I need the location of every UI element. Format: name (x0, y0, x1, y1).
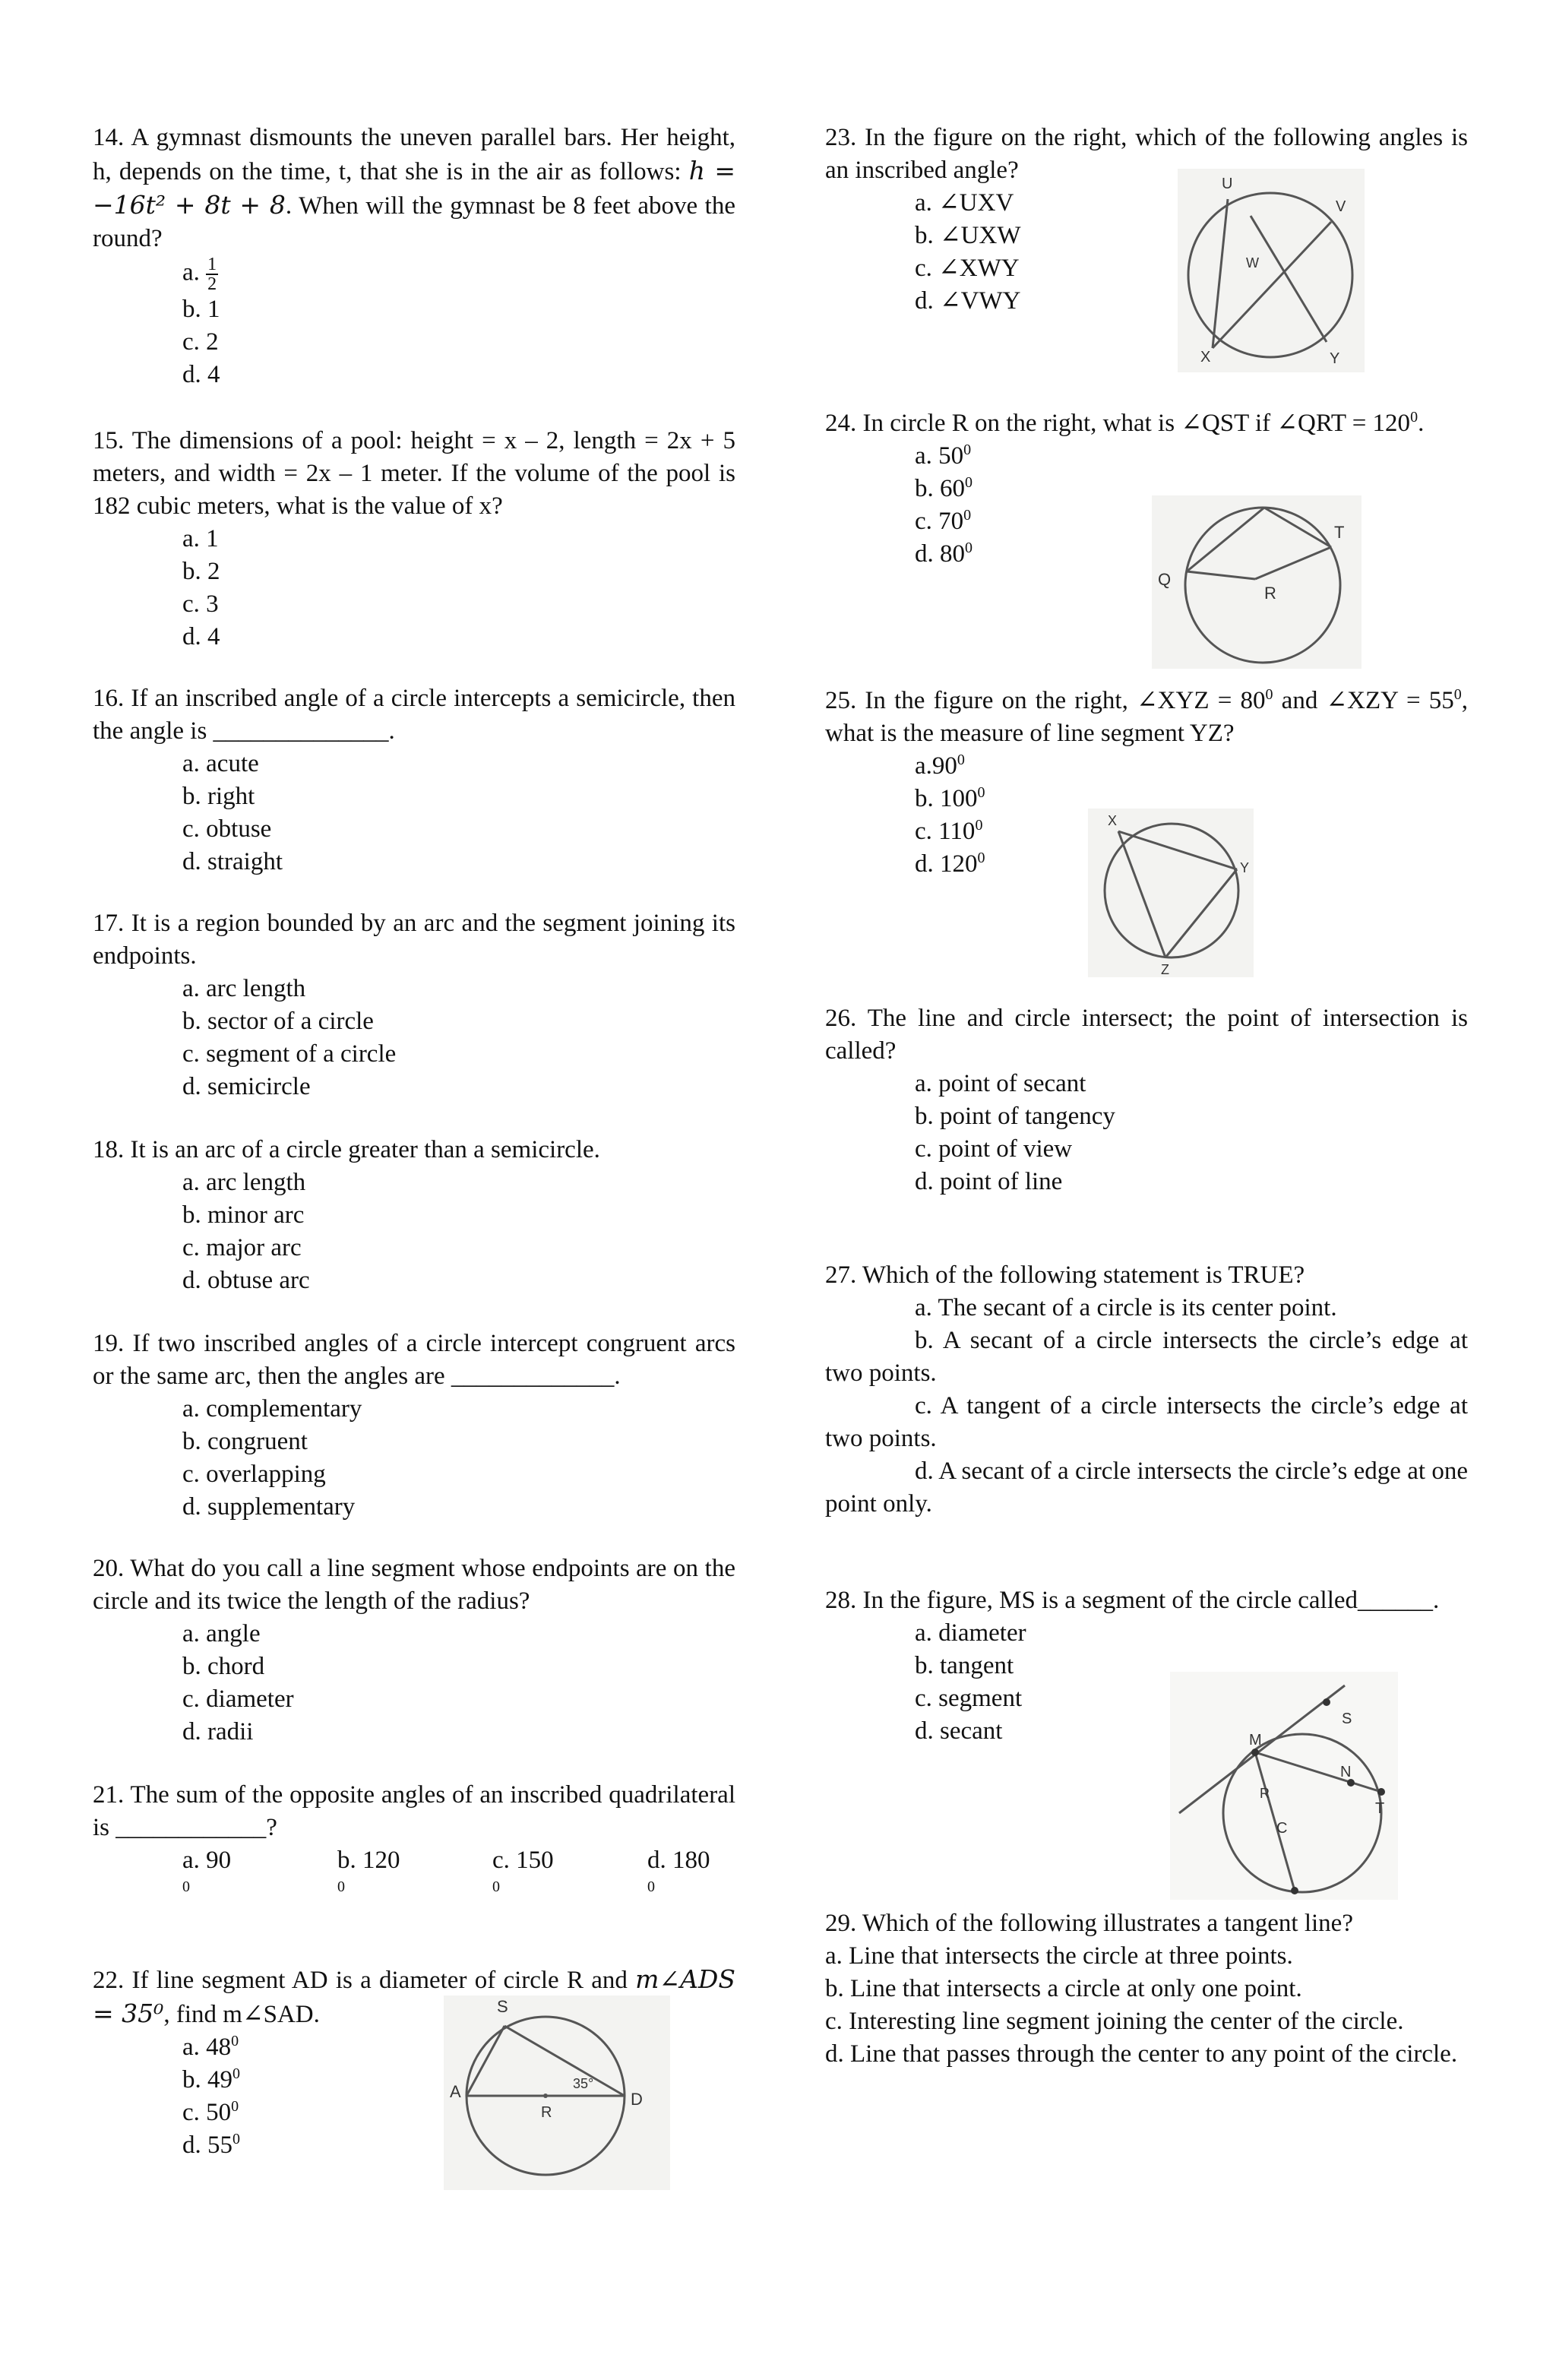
option-b: b. A secant of a circle intersects the circle’s edge at two points. (825, 1327, 1468, 1387)
secant-circle-diagram (1170, 1672, 1398, 1900)
question-16 (93, 682, 735, 878)
option-d: d. $120^0$ (915, 850, 985, 878)
question-17 (93, 907, 735, 1103)
point-m (1251, 1749, 1259, 1756)
option-d: d. supplementary (182, 1493, 356, 1521)
option-c: c. diameter (182, 1685, 294, 1713)
figure-q25 (1088, 809, 1254, 977)
option-c: c. major arc (182, 1234, 302, 1261)
question-19-options (182, 1393, 735, 1524)
figure-q28 (1170, 1672, 1398, 1900)
question-22-stem: 22. If line segment AD is a diameter of circle R and m∠ADS = 35⁰, find m∠SAD. (93, 1964, 735, 2028)
option-a: a. $\frac{1}{2}$ (182, 255, 217, 294)
option-a: a. The secant of a circle is its center point. (915, 1294, 1337, 1321)
option-d: d. A secant of a circle intersects the circle’s edge at one point only. (825, 1457, 1468, 1518)
question-17-options (182, 973, 735, 1103)
label-z: Z (1161, 962, 1169, 977)
option-d: d. $180^0$ (647, 1847, 710, 1895)
question-29-stem: 29. Which of the following illustrates a tangent line? (825, 1910, 1353, 1937)
option-b: b. chord (182, 1653, 265, 1680)
option-b: b. sector of a circle (182, 1008, 374, 1035)
question-27 (825, 1259, 1468, 1521)
question-23-stem: 23. In the figure on the right, which of the following angles is an inscribed angle? (825, 124, 1468, 184)
figure-q24 (1152, 495, 1362, 669)
chord-mc (1255, 1752, 1295, 1891)
point-t (1377, 1788, 1385, 1796)
question-23 (825, 122, 1468, 318)
option-d: d. secant (915, 1717, 1003, 1745)
option-b: b. 2 (182, 558, 220, 585)
option-a: a. arc length (182, 1169, 306, 1196)
question-27-stem: 27. Which of the following statement is TRUE? (825, 1261, 1305, 1289)
fraction: $\frac{1}{2}$ (207, 255, 217, 294)
side-yz (1165, 869, 1237, 957)
point-c (1291, 1887, 1298, 1894)
point-s (1323, 1698, 1330, 1706)
question-20-stem: 20. What do you call a line segment whose endpoints are on the circle and its twice the length of the radius? (93, 1555, 735, 1615)
center-point (543, 2094, 548, 2098)
option-b: b. point of tangency (915, 1103, 1115, 1130)
option-d: d. 4 (182, 361, 220, 388)
question-18 (93, 1134, 735, 1297)
question-26 (825, 1002, 1468, 1198)
label-r: R (1260, 1786, 1270, 1801)
option-a: a. angle (182, 1620, 261, 1647)
question-15-stem: 15. The dimensions of a pool: height = x – 2, length = 2x + 5 meters, and width = 2x – 1 meter. If the volume of the pool is 182 cubic meters, what is the value of x? (93, 427, 735, 520)
question-18-options (182, 1166, 735, 1297)
central-angle-diagram (1152, 495, 1362, 669)
option-a: a. point of secant (915, 1070, 1086, 1097)
option-d: d. semicircle (182, 1073, 311, 1100)
option-d: d. ∠VWY (915, 287, 1021, 315)
option-c: c. 2 (182, 328, 219, 356)
option-d: d. radii (182, 1718, 254, 1745)
radius-rt (1255, 547, 1331, 579)
question-20 (93, 1552, 735, 1749)
label-r: R (541, 2104, 552, 2121)
question-14-stem: 14. A gymnast dismounts the uneven parallel bars. Her height, h, depends on the time, t, that she is in the air as follows: h = −16t² + 8t + 8. When will the gymnast be 8 feet above the round? (93, 124, 735, 252)
option-a: a. $48^0$ (182, 2033, 239, 2061)
secant-mt (1255, 1752, 1381, 1792)
question-19 (93, 1328, 735, 1524)
question-21 (93, 1779, 735, 1910)
label-d: D (631, 2090, 643, 2109)
option-b: b. $100^0$ (915, 784, 985, 812)
chord-sd (504, 2026, 625, 2096)
left-column (93, 122, 735, 2162)
option-c: c. overlapping (182, 1461, 326, 1488)
option-a: a. complementary (182, 1395, 362, 1423)
question-17-stem: 17. It is a region bounded by an arc and the segment joining its endpoints. (93, 910, 735, 970)
label-x: X (1108, 813, 1118, 828)
label-c: C (1276, 1820, 1288, 1837)
question-16-options (182, 748, 735, 878)
option-c: c. $50^0$ (182, 2098, 239, 2126)
option-a: a. acute (182, 750, 259, 777)
question-14 (93, 122, 735, 391)
option-b: b. congruent (182, 1428, 308, 1455)
option-c: c. obtuse (182, 815, 272, 843)
chord-wy (1251, 216, 1327, 342)
label-u: U (1222, 176, 1233, 192)
label-y: Y (1240, 860, 1250, 875)
question-21-options (182, 1844, 735, 1910)
question-26-stem: 26. The line and circle intersect; the point of intersection is called? (825, 1005, 1468, 1065)
option-b: b. minor arc (182, 1201, 305, 1229)
option-a: a. 1 (182, 525, 219, 552)
option-b: b. $60^0$ (915, 474, 972, 502)
label-x: X (1200, 349, 1211, 366)
option-c: c. $150^0$ (492, 1847, 554, 1895)
option-c: c. $110^0$ (915, 817, 983, 845)
label-s: S (497, 1997, 508, 2016)
option-d: d. obtuse arc (182, 1267, 310, 1294)
option-c: c. 3 (182, 590, 219, 618)
label-t: T (1375, 1800, 1385, 1817)
question-15-options (182, 523, 735, 654)
option-d: d. point of line (915, 1168, 1063, 1195)
question-28-stem: 28. In the figure, MS is a segment of the circle called______. (825, 1587, 1440, 1614)
label-s: S (1342, 1711, 1352, 1727)
side-xy (1118, 831, 1237, 869)
question-15 (93, 425, 735, 654)
label-n: N (1340, 1764, 1352, 1780)
question-18-stem: 18. It is an arc of a circle greater than a semicircle. (93, 1136, 600, 1163)
option-b: b. ∠UXW (915, 222, 1021, 249)
inscribed-angle-diagram (1178, 169, 1365, 372)
label-t: T (1334, 523, 1345, 542)
figure-q23 (1178, 169, 1365, 372)
diameter-circle-diagram (444, 1995, 670, 2190)
label-r: R (1264, 584, 1276, 603)
label-y: Y (1330, 350, 1340, 367)
chord-as (466, 2026, 504, 2096)
question-20-options (182, 1618, 735, 1749)
label-a: A (450, 2082, 461, 2101)
label-m: M (1249, 1732, 1262, 1749)
option-c: c. point of view (915, 1135, 1073, 1163)
option-b: b. tangent (915, 1652, 1014, 1679)
option-c: c. segment (915, 1685, 1023, 1712)
option-c: c. A tangent of a circle intersects the circle’s edge at two points. (825, 1392, 1468, 1452)
question-24-stem: 24. In circle R on the right, what is ∠QST if ∠QRT = $120^0$. (825, 409, 1425, 437)
option-b: b. 1 (182, 296, 220, 323)
option-b: b. Line that intersects a circle at only one point. (825, 1975, 1302, 2002)
option-a: a. diameter (915, 1619, 1026, 1647)
option-d: d. Line that passes through the center to any point of the circle. (825, 2040, 1458, 2068)
option-a: a. $90^0$ (182, 1847, 232, 1895)
option-a: a. ∠UXV (915, 189, 1014, 217)
chord-st (1264, 508, 1331, 547)
question-19-stem: 19. If two inscribed angles of a circle intercept congruent arcs or the same arc, then the angles are _____________. (93, 1330, 735, 1390)
label-v: V (1336, 198, 1346, 215)
option-a: a. arc length (182, 975, 306, 1002)
question-29 (825, 1907, 1468, 2071)
option-c: c. Interesting line segment joining the center of the circle. (825, 2008, 1404, 2035)
question-25-stem: 25. In the figure on the right, ∠XYZ = $80^0$ and ∠XZY = $55^0$, what is the measure of line segment YZ? (825, 686, 1468, 747)
option-d: d. 4 (182, 623, 220, 650)
inscribed-triangle-diagram (1088, 809, 1254, 977)
option-b: b. $120^0$ (337, 1847, 400, 1895)
chord-ux (1213, 199, 1228, 348)
radius-rq (1187, 571, 1255, 579)
option-c: c. segment of a circle (182, 1040, 397, 1068)
label-q: Q (1158, 570, 1172, 589)
option-a: a. Line that intersects the circle at three points. (825, 1942, 1293, 1970)
question-16-stem: 16. If an inscribed angle of a circle intercepts a semicircle, then the angle is ______________. (93, 685, 735, 745)
question-21-stem: 21. The sum of the opposite angles of an inscribed quadrilateral is ____________? (93, 1781, 735, 1841)
chord-vx (1213, 222, 1331, 348)
figure-q22 (444, 1995, 670, 2190)
option-b: b. right (182, 783, 255, 810)
label-angle-35: 35° (573, 2076, 594, 2091)
question-14-options (182, 255, 735, 391)
option-c: c. $70^0$ (915, 507, 972, 535)
question-26-options (915, 1068, 1468, 1198)
option-b: b. $49^0$ (182, 2065, 240, 2094)
question-24 (825, 407, 1468, 571)
option-d: d. $80^0$ (915, 540, 972, 568)
option-a: a. $50^0$ (915, 442, 972, 470)
option-d: d. $55^0$ (182, 2131, 240, 2159)
option-d: d. straight (182, 848, 283, 875)
height-formula: h = −16t² + 8t + 8 (93, 156, 735, 220)
given-angle: m∠ADS = 35⁰ (93, 1964, 735, 2028)
option-c: c. ∠XWY (915, 255, 1020, 282)
label-w: W (1246, 255, 1259, 271)
option-a: $a.90^0$ (915, 752, 965, 780)
